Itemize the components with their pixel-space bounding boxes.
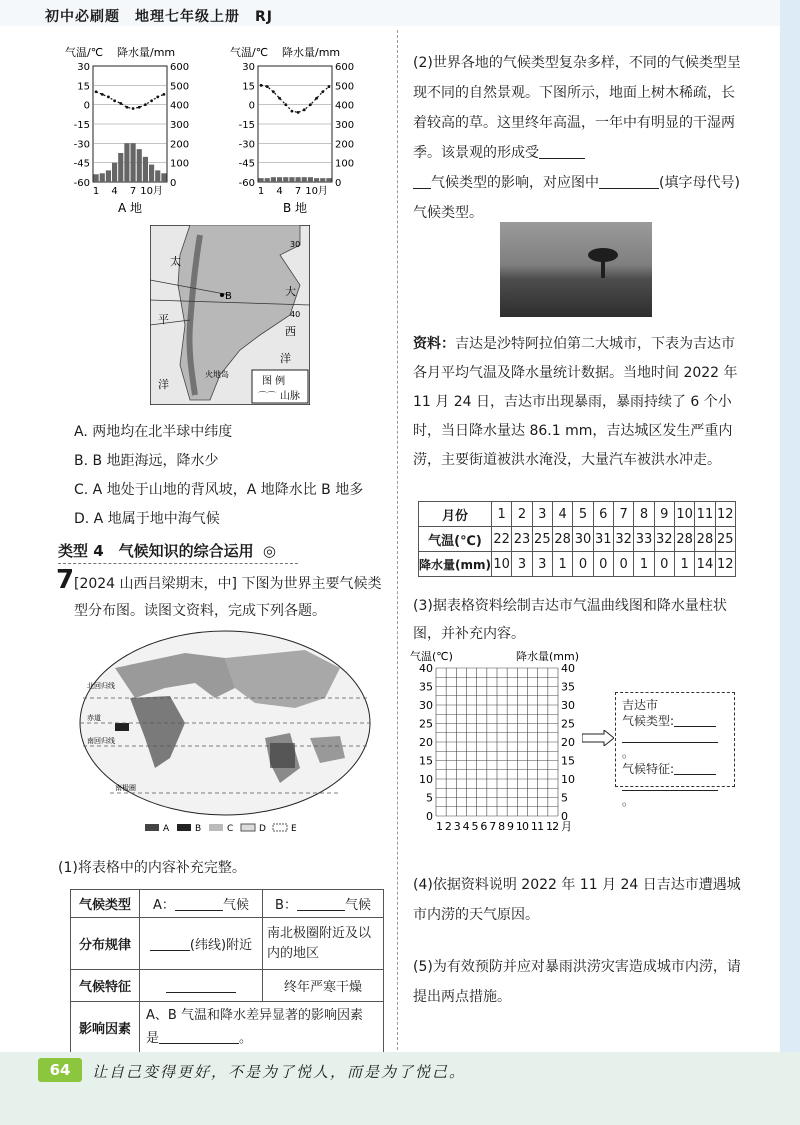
grid-right-tick: 0 — [561, 810, 568, 823]
map-ocean-yang: 洋 — [158, 378, 169, 391]
option-c: C. A 地处于山地的背风坡，A 地降水比 B 地多 — [74, 482, 364, 498]
lbl-antarctic: 南极圈 — [115, 784, 136, 792]
map-lat-40: 40 — [290, 310, 301, 319]
chart-precip-label: 降水量/mm — [282, 46, 341, 59]
legend-c: C — [227, 824, 234, 834]
temp-point — [144, 103, 147, 106]
sub5-text: (5)为有效预防并应对暴雨洪涝灾害造成城市内涝，请提出两点措施。 — [413, 959, 741, 1005]
lbl-tropic-n: 北回归线 — [87, 682, 115, 690]
t1-r1-b: B： 气候 — [263, 890, 384, 918]
month-tick: 4 — [276, 186, 283, 197]
t2-precip-cell: 0 — [593, 552, 613, 577]
precip-bar — [289, 177, 294, 182]
precip-bar — [124, 143, 129, 182]
precip-tick: 0 — [170, 178, 177, 189]
sub2-block — [413, 48, 743, 228]
precip-bar — [265, 178, 270, 182]
sub3-text: (3)据表格资料绘制吉达市气温曲线图和降水量柱状图，并补充内容。 — [413, 598, 727, 642]
temp-point — [126, 106, 129, 109]
legend-a: A — [163, 824, 170, 834]
jeddah-feature-label: 气候特征: — [622, 762, 675, 776]
t2-month-cell: 6 — [593, 502, 613, 527]
t2-month-cell: 4 — [552, 502, 572, 527]
temp-point — [113, 99, 116, 102]
grid-left-tick: 25 — [419, 717, 433, 731]
precip-bar — [100, 173, 105, 182]
material-block — [413, 330, 743, 475]
legend-e: E — [291, 824, 297, 834]
precip-bar — [271, 177, 276, 182]
temp-point — [291, 110, 294, 113]
grid-left-tick: 30 — [419, 699, 433, 712]
precip-tick: 400 — [170, 100, 190, 112]
sub2-text2: 气候类型的影响，对应图中 — [431, 175, 599, 191]
material-text: 吉达是沙特阿拉伯第二大城市，下表为吉达市各月平均气温及降水量统计数据。当地时间 2022 年 11 月 24 日，吉达市出现暴雨，暴雨持续了 6 个小时，当日降水量达 86.1 mm，吉达城区发生严重内涝，主要街道被洪水淹没，大量汽车被洪水冲走。 — [413, 336, 738, 468]
column-divider — [397, 30, 398, 1060]
t2-month-cell: 8 — [634, 502, 654, 527]
precip-bar — [283, 177, 288, 182]
t2-month-cell: 3 — [532, 502, 552, 527]
precip-bar — [320, 178, 325, 182]
t1-r3-b: 终年严寒干燥 — [263, 970, 384, 1002]
t2-temp-cell: 25 — [532, 527, 552, 552]
arrow-icon — [582, 730, 614, 746]
world-climate-map — [75, 628, 375, 838]
grid-right-tick: 10 — [561, 773, 575, 786]
blank-jeddah-feature[interactable] — [674, 762, 716, 775]
t2-temp-cell: 30 — [573, 527, 593, 552]
temp-tick: -30 — [73, 139, 90, 151]
precip-bar — [149, 165, 154, 182]
grid-left-tick: 10 — [419, 773, 433, 786]
precip-tick: 600 — [170, 62, 190, 73]
temp-point — [101, 93, 104, 96]
blank-letter[interactable] — [599, 172, 659, 189]
precip-bar — [106, 170, 111, 182]
temp-tick: -15 — [73, 120, 90, 131]
mountain-icon: ⌒⌒ — [258, 392, 277, 402]
temp-point — [315, 97, 318, 100]
grid-month-axis: 1 2 3 4 5 6 7 8 9 10 11 12 月 — [436, 820, 572, 833]
temp-point — [132, 107, 135, 110]
sub4-text: (4)依据资料说明 2022 年 11 月 24 日吉达市遭遇城市内涝的天气原因。 — [413, 877, 741, 923]
t2-h-month: 月份 — [419, 502, 492, 527]
t2-precip-cell: 1 — [674, 552, 694, 577]
footer-motto: 让自己变得更好，不是为了悦人，而是为了悦己。 — [92, 1063, 467, 1081]
sub2-text1: (2)世界各地的气候类型复杂多样，不同的气候类型呈现不同的自然景观。下图所示，地面上树木稀疏，长着较高的草。这里终年高温，一年中有明显的干湿两季。该景观的形成受 — [413, 55, 741, 161]
target-icon: ◎ — [262, 542, 276, 560]
month-tick: 7 — [129, 186, 137, 197]
grid-left-tick: 5 — [426, 791, 433, 805]
t2-precip-cell: 10 — [492, 552, 512, 577]
precip-tick: 100 — [170, 158, 190, 170]
map-legend-title: 图 例 — [262, 376, 286, 387]
t1-r4-v: A、B 气温和降水差异显著的影响因素 是 。 — [140, 1002, 384, 1054]
blank-factor[interactable] — [159, 1027, 239, 1044]
t2-precip-cell: 1 — [552, 552, 572, 577]
savanna-photo — [500, 222, 652, 317]
precip-tick: 100 — [335, 158, 355, 170]
t1-r3-a — [140, 970, 263, 1002]
t2-precip-cell: 0 — [654, 552, 674, 577]
temp-point — [297, 111, 300, 114]
t2-precip-cell: 3 — [532, 552, 552, 577]
temp-point — [260, 84, 263, 87]
map-ocean-tai: 太 — [170, 255, 181, 268]
section-underline — [58, 563, 298, 564]
t1-r4-h: 影响因素 — [71, 1002, 140, 1054]
temp-line — [261, 85, 329, 112]
map-label-b: B — [225, 291, 232, 302]
t2-temp-cell: 28 — [674, 527, 694, 552]
chart-temp-label: 气温/℃ — [65, 46, 104, 59]
temp-line — [96, 92, 164, 109]
t2-temp-cell: 31 — [593, 527, 613, 552]
blank-a-feature[interactable] — [166, 976, 236, 993]
temp-tick: -15 — [238, 120, 255, 131]
temp-tick: -45 — [238, 158, 255, 170]
blank-climate-1b[interactable] — [413, 172, 431, 189]
precip-bar — [296, 177, 301, 182]
t2-temp-cell: 28 — [552, 527, 572, 552]
t2-precip-cell: 1 — [634, 552, 654, 577]
temp-point — [119, 102, 122, 105]
temp-tick: 0 — [248, 100, 255, 112]
chart-caption: A 地 — [117, 201, 143, 215]
precip-bar — [161, 173, 166, 182]
blank-a-type[interactable] — [175, 894, 223, 911]
t2-month-cell: 1 — [492, 502, 512, 527]
temp-point — [95, 90, 98, 93]
grid-right-tick: 15 — [561, 754, 575, 768]
climate-type-table — [70, 889, 384, 1054]
jeddah-answer-box: 吉达市 气候类型: 。 气候特征: 。 — [615, 692, 735, 787]
t2-precip-cell: 0 — [613, 552, 633, 577]
t2-h-temp: 气温(℃) — [419, 527, 492, 552]
temp-tick: 0 — [83, 100, 90, 112]
temp-tick: 30 — [77, 62, 90, 73]
month-tick: 1 — [92, 186, 100, 197]
material-label: 资料： — [413, 336, 455, 352]
temp-point — [156, 96, 159, 99]
precip-tick: 400 — [335, 100, 355, 112]
month-tick: 1 — [257, 186, 265, 197]
grid-left-tick: 15 — [419, 754, 433, 768]
precip-bar — [277, 177, 282, 182]
climate-charts — [55, 44, 375, 219]
blank-jeddah-type-2[interactable] — [622, 730, 718, 743]
blank-a-latitude[interactable] — [150, 934, 190, 951]
blank-climate-1[interactable] — [539, 142, 585, 159]
temp-point — [278, 97, 281, 100]
world-map-legend — [145, 824, 297, 834]
temp-point — [328, 85, 331, 88]
page-number: 64 — [38, 1058, 82, 1082]
precip-bar — [94, 174, 99, 182]
grid-left-tick: 20 — [419, 736, 433, 749]
map-lat-30: 30 — [290, 240, 301, 249]
precip-bar — [112, 163, 117, 182]
t2-precip-cell: 0 — [573, 552, 593, 577]
temp-tick: -60 — [238, 178, 255, 189]
precip-tick: 200 — [170, 139, 190, 151]
grid-right-tick: 5 — [561, 791, 568, 805]
option-b: B. B 地距海远，降水少 — [74, 453, 219, 469]
grid-right-tick: 25 — [561, 717, 575, 731]
precip-tick: 500 — [170, 81, 190, 93]
t2-temp-cell: 22 — [492, 527, 512, 552]
month-tick: 10月 — [305, 186, 328, 197]
precip-tick: 300 — [170, 120, 190, 131]
t1-r1-h: 气候类型 — [71, 890, 140, 918]
chart-caption: B 地 — [282, 201, 308, 215]
blank-b-type[interactable] — [297, 894, 345, 911]
temp-tick: -45 — [73, 158, 90, 170]
map-ocean-yang2: 洋 — [280, 352, 291, 365]
temp-point — [284, 103, 287, 106]
temp-tick: 15 — [77, 81, 90, 93]
t2-precip-cell: 3 — [512, 552, 532, 577]
temp-point — [150, 99, 153, 102]
blank-jeddah-type[interactable] — [674, 714, 716, 727]
t2-temp-cell: 32 — [654, 527, 674, 552]
precip-bar — [131, 143, 136, 182]
chart-a — [65, 45, 189, 215]
precip-bar — [143, 157, 148, 182]
temp-point — [309, 103, 312, 106]
temp-tick: -30 — [238, 139, 255, 151]
q7-number: 7 — [56, 565, 75, 595]
t2-month-cell: 10 — [674, 502, 694, 527]
grid-left-tick: 35 — [419, 680, 433, 694]
grid-temp-label: 气温(℃) — [410, 650, 453, 663]
t2-month-cell: 12 — [715, 502, 735, 527]
precip-tick: 200 — [335, 139, 355, 151]
precip-bar — [302, 177, 307, 182]
map-ocean-ping: 平 — [158, 313, 169, 326]
t2-precip-cell: 12 — [715, 552, 735, 577]
sub1-text: (1)将表格中的内容补充完整。 — [58, 860, 246, 876]
tree-trunk — [601, 260, 605, 278]
right-margin-band — [780, 0, 800, 1125]
grid-right-tick: 30 — [561, 699, 575, 712]
grid-left-tick: 40 — [419, 662, 433, 675]
t2-temp-cell: 33 — [634, 527, 654, 552]
precip-tick: 500 — [335, 81, 355, 93]
jeddah-data-table — [418, 501, 736, 577]
section-title — [58, 540, 276, 561]
month-tick: 4 — [111, 186, 118, 197]
option-a: A. 两地均在北半球中纬度 — [74, 424, 233, 440]
temp-point — [321, 90, 324, 93]
precip-tick: 300 — [335, 120, 355, 131]
t1-r2-a: (纬线)附近 — [140, 918, 263, 970]
chart-precip-label: 降水量/mm — [117, 46, 176, 59]
t2-temp-cell: 28 — [695, 527, 715, 552]
temp-point — [107, 96, 110, 99]
page-header: 初中必刷题 地理七年级上册 RJ — [45, 9, 273, 25]
precip-bar — [259, 178, 264, 182]
t1-r2-b: 南北极圈附近及以内的地区 — [263, 918, 384, 970]
t2-month-cell: 5 — [573, 502, 593, 527]
blank-jeddah-feature-2[interactable] — [622, 778, 718, 791]
choice-options — [58, 418, 388, 534]
precip-bar — [155, 170, 160, 182]
t2-month-cell: 11 — [695, 502, 715, 527]
t2-temp-cell: 32 — [613, 527, 633, 552]
jeddah-box-title: 吉达市 — [622, 698, 659, 712]
jeddah-type-label: 气候类型: — [622, 714, 675, 728]
precip-tick: 0 — [335, 178, 342, 189]
blank-grid-chart — [408, 646, 598, 836]
precip-bar — [308, 177, 313, 182]
point-b — [220, 293, 224, 297]
month-tick: 7 — [294, 186, 302, 197]
t1-r2-h: 分布规律 — [71, 918, 140, 970]
temp-point — [266, 85, 269, 88]
grid-precip-label: 降水量(mm) — [516, 650, 580, 663]
t1-r1-a: A： 气候 — [140, 890, 263, 918]
grid-right-tick: 35 — [561, 680, 575, 694]
map-island-name: 火地岛 — [205, 370, 229, 379]
precip-bar — [118, 153, 123, 182]
grid-left-tick: 0 — [426, 810, 433, 823]
chart-temp-label: 气温/℃ — [230, 46, 269, 59]
temp-tick: 15 — [242, 81, 255, 93]
t2-temp-cell: 25 — [715, 527, 735, 552]
temp-tick: 30 — [242, 62, 255, 73]
month-tick: 10月 — [140, 186, 163, 197]
precip-tick: 600 — [335, 62, 355, 73]
lbl-equator: 赤道 — [87, 714, 101, 722]
precip-bar — [137, 149, 142, 182]
temp-point — [303, 108, 306, 111]
precip-bar — [314, 178, 319, 182]
q7-text: [2024 山西吕梁期末，中] 下图为世界主要气候类型分布图。读图文资料，完成下列各题。 — [74, 576, 382, 619]
chart-b — [230, 45, 354, 215]
lbl-tropic-s: 南回归线 — [87, 737, 115, 745]
map-legend-item: 山脉 — [280, 391, 300, 402]
t2-precip-cell: 14 — [695, 552, 715, 577]
south-america-map — [150, 225, 310, 405]
t1-r3-h: 气候特征 — [71, 970, 140, 1002]
legend-d: D — [259, 824, 266, 834]
map-ocean-da: 大 — [285, 285, 296, 298]
t2-month-cell: 9 — [654, 502, 674, 527]
option-d: D. A 地属于地中海气候 — [74, 511, 220, 527]
legend-b: B — [195, 824, 202, 834]
grid-right-tick: 40 — [561, 662, 575, 675]
temp-tick: -60 — [73, 178, 90, 189]
sub2-text3: (填字母代号)气候类型。 — [413, 175, 740, 221]
t2-month-cell: 2 — [512, 502, 532, 527]
grid-right-tick: 20 — [561, 736, 575, 749]
t2-month-cell: 7 — [613, 502, 633, 527]
t2-temp-cell: 23 — [512, 527, 532, 552]
temp-point — [138, 106, 141, 109]
temp-point — [163, 93, 166, 96]
temp-point — [272, 90, 275, 93]
section-title-text: 类型 4 气候知识的综合运用 — [58, 542, 254, 560]
t2-h-precip: 降水量(mm) — [419, 552, 492, 577]
precip-bar — [326, 178, 331, 182]
map-ocean-xi: 西 — [285, 325, 296, 338]
